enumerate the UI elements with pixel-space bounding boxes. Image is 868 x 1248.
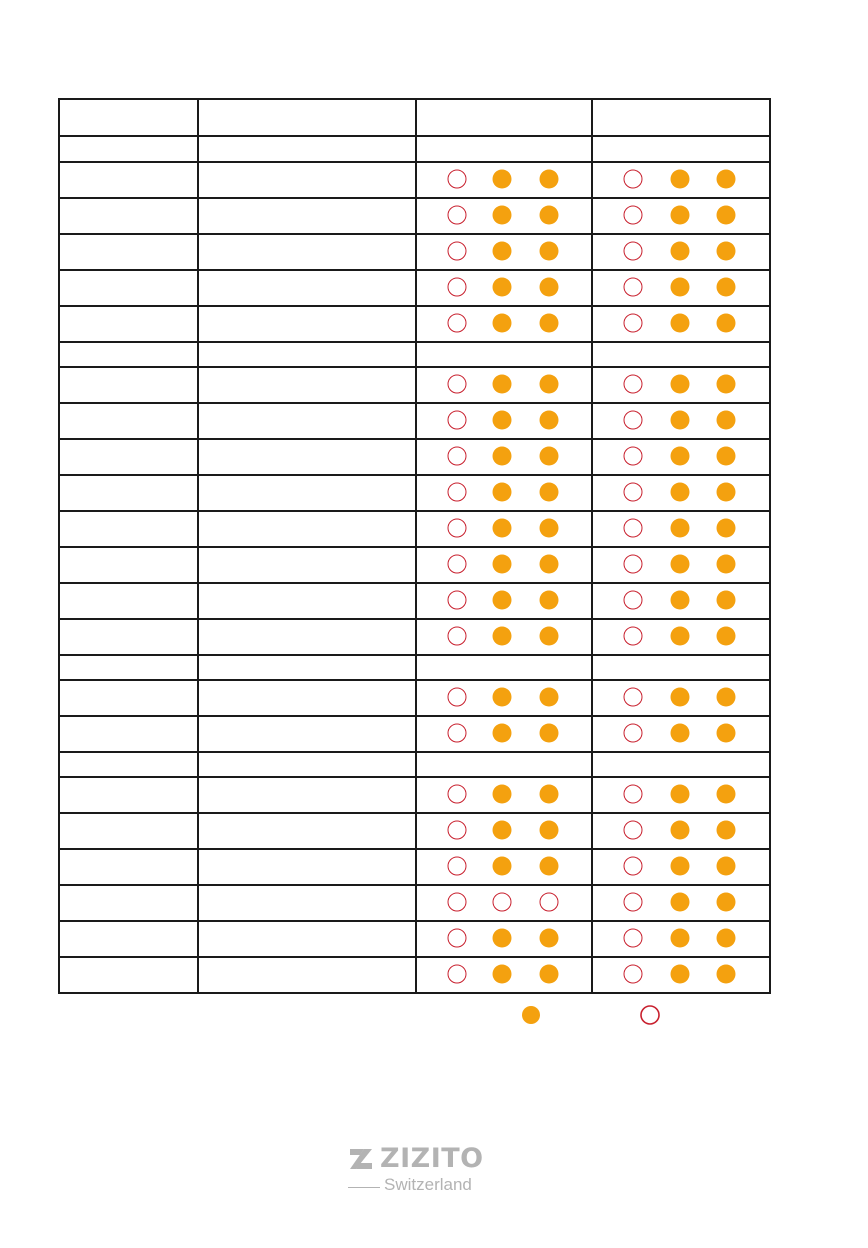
filled-dot — [493, 929, 512, 948]
legend-empty-dot — [641, 1006, 659, 1024]
empty-dot — [448, 591, 467, 610]
filled-dot — [671, 170, 690, 189]
filled-dot — [717, 965, 736, 984]
filled-dot — [671, 688, 690, 707]
filled-dot — [493, 857, 512, 876]
filled-dot — [540, 314, 559, 333]
table-row — [60, 162, 769, 198]
empty-dot — [448, 483, 467, 502]
filled-dot — [717, 724, 736, 743]
empty-dot — [624, 447, 643, 466]
filled-dot — [493, 447, 512, 466]
empty-dot — [624, 965, 643, 984]
filled-dot — [493, 688, 512, 707]
empty-dot — [448, 688, 467, 707]
filled-dot — [540, 411, 559, 430]
empty-dot — [448, 375, 467, 394]
filled-dot — [717, 821, 736, 840]
filled-dot — [493, 785, 512, 804]
empty-dot — [448, 821, 467, 840]
empty-dot — [624, 242, 643, 261]
empty-dot — [448, 206, 467, 225]
table-row — [60, 849, 769, 885]
filled-dot — [493, 242, 512, 261]
filled-dot — [493, 170, 512, 189]
empty-dot — [624, 785, 643, 804]
table-row — [60, 403, 769, 439]
table-row — [60, 583, 769, 619]
empty-dot — [624, 893, 643, 912]
section-row — [60, 752, 769, 777]
table-row — [60, 885, 769, 921]
filled-dot — [493, 314, 512, 333]
table-row — [60, 680, 769, 716]
filled-dot — [671, 447, 690, 466]
filled-dot — [717, 483, 736, 502]
empty-dot — [624, 411, 643, 430]
table-row — [60, 619, 769, 655]
empty-dot — [448, 893, 467, 912]
filled-dot — [540, 929, 559, 948]
table-row — [60, 439, 769, 475]
empty-dot — [624, 555, 643, 574]
filled-dot — [717, 555, 736, 574]
logo-brand: ZIZITO — [380, 1143, 484, 1174]
filled-dot — [671, 627, 690, 646]
filled-dot — [671, 591, 690, 610]
filled-dot — [540, 821, 559, 840]
filled-dot — [717, 447, 736, 466]
empty-dot — [448, 785, 467, 804]
empty-dot — [624, 591, 643, 610]
filled-dot — [493, 591, 512, 610]
filled-dot — [493, 821, 512, 840]
filled-dot — [540, 591, 559, 610]
filled-dot — [717, 893, 736, 912]
filled-dot — [671, 785, 690, 804]
filled-dot — [717, 519, 736, 538]
filled-dot — [493, 411, 512, 430]
empty-dot — [493, 893, 512, 912]
table-row — [60, 270, 769, 306]
empty-dot — [448, 965, 467, 984]
filled-dot — [671, 314, 690, 333]
filled-dot — [671, 965, 690, 984]
filled-dot — [717, 278, 736, 297]
filled-dot — [493, 278, 512, 297]
filled-dot — [717, 314, 736, 333]
filled-dot — [493, 519, 512, 538]
filled-dot — [671, 893, 690, 912]
filled-dot — [540, 965, 559, 984]
empty-dot — [448, 555, 467, 574]
filled-dot — [540, 447, 559, 466]
filled-dot — [671, 929, 690, 948]
empty-dot — [624, 170, 643, 189]
filled-dot — [493, 483, 512, 502]
section-row — [60, 655, 769, 680]
empty-dot — [624, 314, 643, 333]
filled-dot — [671, 206, 690, 225]
empty-dot — [448, 519, 467, 538]
filled-dot — [540, 627, 559, 646]
comparison-table — [58, 98, 771, 994]
filled-dot — [717, 411, 736, 430]
empty-dot — [624, 483, 643, 502]
table-row — [60, 777, 769, 813]
filled-dot — [540, 278, 559, 297]
filled-dot — [717, 627, 736, 646]
filled-dot — [493, 965, 512, 984]
empty-dot — [448, 929, 467, 948]
empty-dot — [448, 627, 467, 646]
filled-dot — [540, 170, 559, 189]
empty-dot — [624, 278, 643, 297]
table-row — [60, 547, 769, 583]
filled-dot — [717, 375, 736, 394]
filled-dot — [493, 206, 512, 225]
filled-dot — [717, 591, 736, 610]
empty-dot — [624, 857, 643, 876]
empty-dot — [448, 170, 467, 189]
filled-dot — [540, 555, 559, 574]
filled-dot — [671, 411, 690, 430]
table-row — [60, 367, 769, 403]
filled-dot — [671, 555, 690, 574]
filled-dot — [493, 627, 512, 646]
zizito-logo — [348, 1143, 493, 1193]
filled-dot — [540, 519, 559, 538]
empty-dot — [624, 519, 643, 538]
empty-dot — [624, 627, 643, 646]
filled-dot — [540, 688, 559, 707]
filled-dot — [671, 375, 690, 394]
table-row — [60, 306, 769, 342]
table-row — [60, 957, 769, 993]
filled-dot — [671, 483, 690, 502]
filled-dot — [540, 785, 559, 804]
empty-dot — [448, 278, 467, 297]
empty-dot — [624, 206, 643, 225]
filled-dot — [540, 724, 559, 743]
filled-dot — [717, 785, 736, 804]
empty-dot — [624, 688, 643, 707]
table-row — [60, 198, 769, 234]
filled-dot — [671, 242, 690, 261]
filled-dot — [717, 929, 736, 948]
zizito-z-mark-icon — [348, 1146, 374, 1172]
table-row — [60, 813, 769, 849]
table-row — [60, 511, 769, 547]
empty-dot — [448, 242, 467, 261]
filled-dot — [671, 724, 690, 743]
empty-dot — [624, 724, 643, 743]
section-row — [60, 137, 769, 162]
empty-dot — [448, 411, 467, 430]
empty-dot — [624, 821, 643, 840]
filled-dot — [671, 857, 690, 876]
filled-dot — [717, 857, 736, 876]
filled-dot — [493, 375, 512, 394]
logo-country: Switzerland — [384, 1175, 472, 1194]
empty-dot — [624, 375, 643, 394]
empty-dot — [448, 724, 467, 743]
filled-dot — [717, 688, 736, 707]
filled-dot — [717, 170, 736, 189]
filled-dot — [540, 483, 559, 502]
section-row — [60, 342, 769, 367]
empty-dot — [448, 314, 467, 333]
legend-filled-dot — [522, 1006, 540, 1024]
filled-dot — [671, 519, 690, 538]
empty-dot — [448, 447, 467, 466]
filled-dot — [493, 555, 512, 574]
filled-dot — [540, 242, 559, 261]
empty-dot — [448, 857, 467, 876]
filled-dot — [671, 821, 690, 840]
logo-rule — [348, 1187, 380, 1188]
filled-dot — [671, 278, 690, 297]
empty-dot — [624, 929, 643, 948]
table-row — [60, 475, 769, 511]
filled-dot — [540, 206, 559, 225]
filled-dot — [717, 206, 736, 225]
empty-dot — [540, 893, 559, 912]
filled-dot — [717, 242, 736, 261]
table-row — [60, 921, 769, 957]
filled-dot — [493, 724, 512, 743]
filled-dot — [540, 857, 559, 876]
table-row — [60, 716, 769, 752]
filled-dot — [540, 375, 559, 394]
table-row — [60, 234, 769, 270]
